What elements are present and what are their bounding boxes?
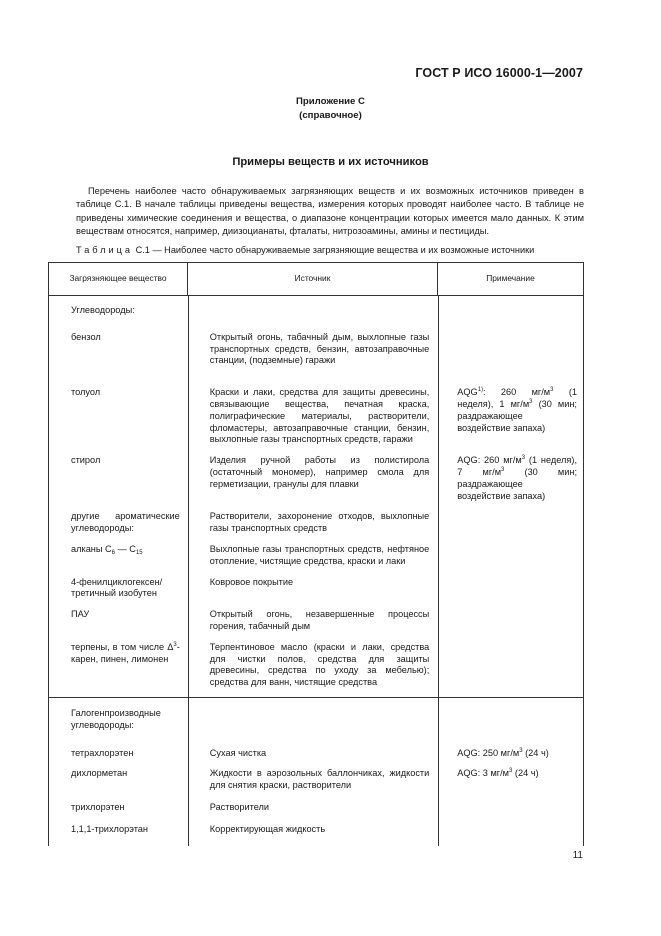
note-text: (30 мин; раздражающее воздействие запаха) — [457, 466, 577, 501]
source-cell: Жидкости в аэрозольных баллончиках, жидкости для снятия краски, растворители — [209, 768, 430, 791]
note-cell — [437, 824, 583, 836]
note-text: AQG — [457, 387, 478, 398]
table-row — [49, 577, 583, 601]
header-substance: Загрязняющее вещество — [49, 263, 188, 296]
section-title: Примеры веществ и их источников — [232, 156, 429, 168]
note-cell — [437, 609, 583, 633]
table-row — [49, 544, 583, 568]
substance-cell: 4-фенилциклогексен/ третичный изобутен — [71, 576, 163, 599]
document-standard-code: ГОСТ Р ИСО 16000-1—2007 — [415, 66, 583, 80]
unit-exponent: 3 — [529, 398, 533, 405]
source-cell: Ковровое покрытие — [209, 576, 294, 587]
col-divider — [188, 296, 189, 697]
note-cell — [437, 332, 583, 367]
annex-subtitle: (справочное) — [299, 110, 362, 121]
table-group-halogenated — [49, 697, 584, 845]
source-cell — [188, 332, 438, 367]
intro-paragraph — [76, 185, 584, 238]
source-cell: Корректирующая жидкость — [209, 823, 326, 834]
substance-cell: стирол — [71, 455, 101, 466]
substance-cell: ПАУ — [71, 609, 90, 620]
table-group-hydrocarbons — [49, 296, 584, 698]
unit-exponent: 3 — [550, 387, 554, 394]
note-cell — [437, 768, 583, 792]
substance-cell: трихлорэтен — [71, 801, 125, 812]
unit-exponent: 3 — [521, 455, 526, 462]
source-cell: Выхлопные газы транспортных средств, нефтяное отопление, чистящие средства, краски и лаки — [209, 543, 430, 566]
note-cell — [437, 642, 583, 689]
table-row — [49, 455, 583, 502]
unit-exponent: 3 — [501, 466, 505, 473]
substance-cell: бензол — [71, 331, 101, 342]
page-number: 11 — [572, 850, 583, 861]
group-padding — [49, 836, 583, 846]
substance-cell: толуол — [71, 387, 101, 398]
col-divider — [188, 698, 189, 846]
source-cell: Растворители — [209, 801, 270, 812]
substance-cell: 1,1,1-трихлорэтан — [71, 823, 148, 834]
delta-exponent: 3 — [173, 641, 177, 648]
carbon-index: 6 — [111, 549, 116, 556]
table-header-row — [49, 263, 584, 296]
note-cell — [437, 387, 583, 446]
note-cell — [437, 748, 583, 760]
note-cell — [437, 802, 583, 814]
unit-exponent: 3 — [509, 768, 513, 775]
note-text: (24 ч) — [512, 768, 539, 779]
note-text: (1 неделя), 7 мг/м — [457, 455, 577, 477]
carbon-index: 15 — [135, 549, 143, 556]
unit-exponent: 3 — [519, 747, 523, 754]
substance-text: терпены, в том числе Δ — [71, 641, 174, 652]
col-divider — [438, 296, 439, 697]
group-title: Галогенпроизводные углеводороды: — [71, 707, 161, 730]
note-text: (30 мин; раздражающее воздействие запаха) — [457, 398, 577, 433]
note-cell — [437, 511, 583, 535]
table-row — [49, 802, 583, 814]
substance-cell: тетрахлорэтен — [71, 747, 134, 758]
substance-text: алканы С — [71, 543, 112, 554]
source-cell: Растворители, захоронение отходов, выхлопные газы транспортных средств — [209, 511, 430, 534]
table-row — [49, 824, 583, 836]
source-text: Открытый огонь, табачный дым, выхлопные газы транспортных средств, бензин, автозаправочные станции, (подземные) гаражи — [209, 331, 430, 366]
substance-cell — [49, 642, 188, 689]
header-source: Источник — [188, 263, 438, 296]
table-row — [49, 511, 583, 535]
table-row — [49, 768, 583, 792]
substances-table — [48, 262, 584, 846]
substance-cell — [49, 544, 188, 568]
note-cell — [437, 455, 583, 502]
intro-text: Перечень наиболее часто обнаруживаемых загрязняющих веществ и их возможных источников приведен в таблице С.1. В начале таблицы приведены вещества, измерения которых проводят наиболее часто. В таблице не приведены химические соединения и вещества, о диапазоне концентрации которых имеется мало данных. К этим веществам относятся, например, диизоцианаты, фталаты, нитрозоамины, амины и пестициды. — [76, 186, 584, 236]
group-title: Углеводороды: — [71, 305, 135, 315]
note-text: AQG — [457, 455, 478, 466]
note-text: : 260 мг/м — [477, 455, 522, 466]
note-text: AQG: 3 мг/м — [457, 768, 509, 779]
source-cell: Открытый огонь, незавершенные процессы горения, табачный дым — [209, 609, 430, 631]
source-cell: Сухая чистка — [209, 747, 267, 758]
note-cell — [437, 577, 583, 601]
note-text: (1 неделя), 1 мг/м — [457, 387, 577, 409]
table-row — [49, 748, 583, 760]
source-cell: Краски и лаки, средства для защиты древесины, связывающие вещества, печатная краска, полиграфические материалы, растворители, фломастеры, автозаправочные станции, бензин, выхлопные газы транспортных средств, гаражи — [209, 387, 430, 445]
substance-cell: другие ароматические углеводороды: — [71, 511, 180, 534]
source-cell: Изделия ручной работы из полистирола (остаточный мономер), например смола для герметизации, гранулы для плавки — [209, 455, 430, 489]
group-cell — [49, 296, 584, 698]
header-note: Примечание — [438, 263, 584, 296]
note-cell — [437, 544, 583, 568]
table-row — [49, 332, 583, 367]
table-row — [49, 387, 583, 446]
substance-text: -карен, пинен, лимонен — [71, 641, 180, 664]
source-cell: Терпентиновое масло (краски и лаки, средства для чистки полов, средства для защиты древесины, средства по уходу за мебелью); средства для ванн, чистящие средства — [209, 641, 430, 688]
note-text: AQG: 250 мг/м — [457, 747, 520, 758]
footnote-marker: 1) — [477, 387, 484, 394]
note-text: (24 ч) — [522, 747, 549, 758]
table-caption — [76, 245, 534, 255]
note-text: : 260 мг/м — [483, 387, 551, 398]
table-caption-prefix: Таблица — [76, 245, 134, 255]
col-divider — [438, 698, 439, 846]
table-caption-text: С.1 — Наиболее часто обнаруживаемые загрязняющие вещества и их возможные источники — [135, 245, 535, 255]
substance-cell: дихлорметан — [71, 768, 128, 779]
table-row — [49, 609, 583, 633]
substance-text: — С — [115, 543, 136, 554]
group-padding — [49, 689, 583, 697]
annex-title: Приложение С — [296, 96, 365, 107]
group-cell — [49, 697, 584, 845]
table-row — [49, 642, 583, 689]
